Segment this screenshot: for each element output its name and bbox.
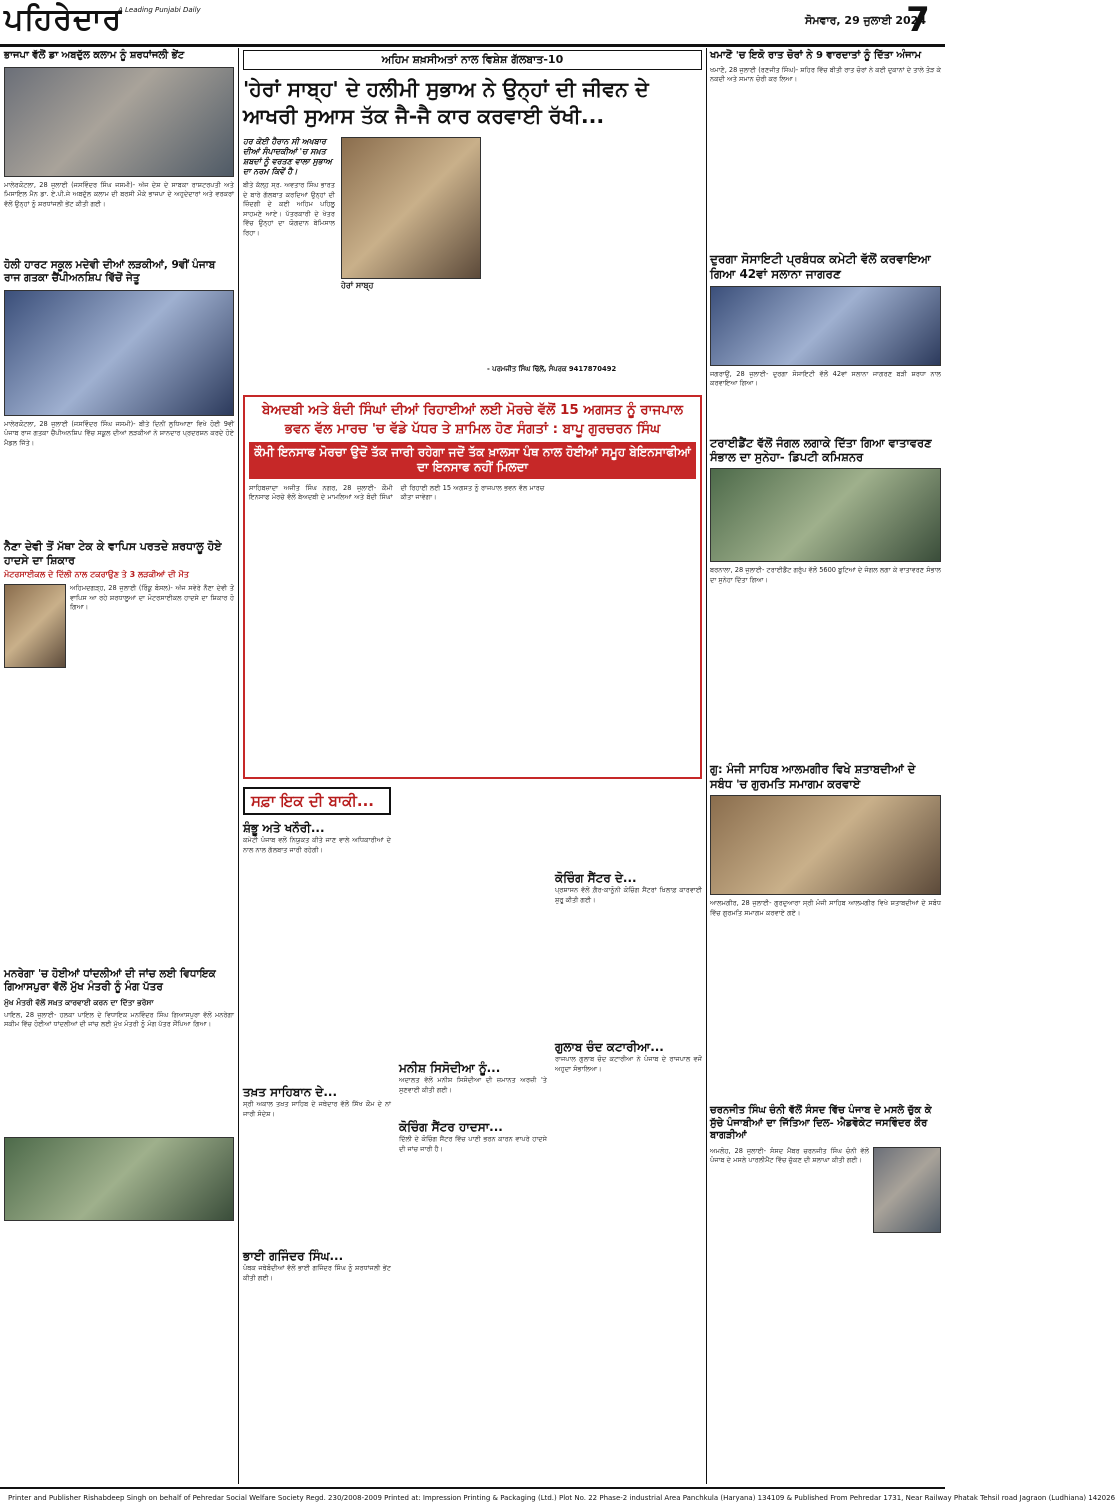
news-photo (710, 795, 941, 895)
news-photo (4, 67, 234, 177)
left-column (4, 50, 234, 1484)
right-column (710, 50, 941, 1484)
tagline: A Leading Punjabi Daily (118, 6, 201, 14)
continued-text: ਅਦਾਲਤ ਵੱਲੋਂ ਮਨੀਸ਼ ਸਿਸੋਦੀਆ ਦੀ ਜ਼ਮਾਨਤ ਅਰਜ਼ੀ 'ਤੇ ਸੁਣਵਾਈ ਕੀਤੀ ਗਈ। (399, 1076, 547, 1094)
news-photo (4, 290, 234, 416)
subheadline: ਮੁੱਖ ਮੰਤਰੀ ਵੱਲੋਂ ਸਖ਼ਤ ਕਾਰਵਾਈ ਕਰਨ ਦਾ ਦਿੱਤਾ ਭਰੋਸਾ (4, 997, 154, 1007)
continued-head: ਮਨੀਸ਼ ਸਿਸੋਦੀਆ ਨੂੰ... (399, 1061, 501, 1076)
banner-headline: ਬੇਅਦਬੀ ਅਤੇ ਬੰਦੀ ਸਿੰਘਾਂ ਦੀਆਂ ਰਿਹਾਈਆਂ ਲਈ ਮੋਰਚੇ ਵੱਲੋਂ 15 ਅਗਸਤ ਨੂੰ ਰਾਜਪਾਲ ਭਵਨ ਵੱਲ ਮਾਰਚ 'ਚ ਵੱਡੇ ਪੱਧਰ ਤੇ ਸ਼ਾਮਿਲ ਹੋਣ ਸੰਗਤਾਂ : ਬਾਪੂ ਗੁਰਚਰਨ ਸਿੰਘ (261, 402, 684, 437)
article-text: ਬਰਨਾਲਾ, 28 ਜੁਲਾਈ- ਟਰਾਈਡੈਂਟ ਗਰੁੱਪ ਵੱਲੋਂ 5600 ਬੂਟਿਆਂ ਦੇ ਜੰਗਲ ਲਗਾ ਕੇ ਵਾਤਾਵਰਣ ਸੰਭਾਲ ਦਾ ਸੁਨੇਹਾ ਦਿੱਤਾ ਗਿਆ। (710, 566, 941, 584)
column-rule (238, 48, 239, 1484)
continued-head: ਕੋਚਿੰਗ ਸੈਂਟਰ ਦੇ... (555, 871, 637, 886)
headline: ਨੈਣਾ ਦੇਵੀ ਤੋਂ ਮੱਥਾ ਟੇਕ ਕੇ ਵਾਪਿਸ ਪਰਤਦੇ ਸ਼ਰਧਾਲੂ ਹੋਏ ਹਾਦਸੇ ਦਾ ਸ਼ਿਕਾਰ (4, 539, 222, 567)
page-number: 7 (906, 0, 930, 40)
article-text: ਬੀਤੇ ਕੱਲ੍ਹ ਸ੍ਰ. ਅਵਤਾਰ ਸਿੰਘ ਭਾਰਤ ਦੇ ਬਾਰੇ ਗੱਲਬਾਤ ਕਰਦਿਆਂ ਉਨ੍ਹਾਂ ਦੀ ਜ਼ਿੰਦਗੀ ਦੇ ਕਈ ਅਹਿਮ ਪਹਿਲੂ ਸਾਹਮਣੇ ਆਏ। ਪੱਤਰਕਾਰੀ ਦੇ ਖੇਤਰ ਵਿੱਚ ਉਨ੍ਹਾਂ ਦਾ ਯੋਗਦਾਨ ਬੇਮਿਸਾਲ ਰਿਹਾ। (243, 181, 335, 238)
news-photo (4, 584, 66, 668)
article-text: ਆਲਮਗੀਰ, 28 ਜੁਲਾਈ- ਗੁਰਦੁਆਰਾ ਸ੍ਰੀ ਮੰਜੀ ਸਾਹਿਬ ਆਲਮਗੀਰ ਵਿਖੇ ਸ਼ਤਾਬਦੀਆਂ ਦੇ ਸਬੰਧ ਵਿੱਚ ਗੁਰਮਤਿ ਸਮਾਗਮ ਕਰਵਾਏ ਗਏ। (710, 899, 941, 917)
article-text: ਸਾਹਿਬਜ਼ਾਦਾ ਅਜੀਤ ਸਿੰਘ ਨਗਰ, 28 ਜੁਲਾਈ- ਕੌਮੀ ਇਨਸਾਫ ਮੋਰਚੇ ਵੱਲੋਂ ਬੇਅਦਬੀ ਦੇ ਮਾਮਲਿਆਂ ਅਤੇ ਬੰਦੀ ਸਿੰਘਾਂ ਦੀ ਰਿਹਾਈ ਲਈ 15 ਅਗਸਤ ਨੂੰ ਰਾਜਪਾਲ ਭਵਨ ਵੱਲ ਮਾਰਚ ਕੀਤਾ ਜਾਵੇਗਾ। (249, 483, 545, 502)
news-photo (710, 286, 941, 366)
byline: - ਪਰਮਜੀਤ ਸਿੰਘ ਢਿੱਲੋਂ, ਸੰਪਰਕ 9417870492 (487, 365, 617, 374)
banner-subheadline: ਕੌਮੀ ਇਨਸਾਫ ਮੋਰਚਾ ਉਦੋਂ ਤੱਕ ਜਾਰੀ ਰਹੇਗਾ ਜਦੋਂ ਤੱਕ ਖ਼ਾਲਸਾ ਪੰਥ ਨਾਲ ਹੋਈਆਂ ਸਮੂਹ ਬੇਇਨਸਾਫੀਆਂ ਦਾ ਇਨਸਾਫ ਨਹੀਂ ਮਿਲਦਾ (249, 442, 696, 479)
article-intro: ਹਰ ਕੋਈ ਹੈਰਾਨ ਸੀ ਅਖਬਾਰ ਦੀਆਂ ਸੰਪਾਦਕੀਆਂ 'ਚ ਸਖ਼ਤ ਸ਼ਬਦਾਂ ਨੂੰ ਵਰਤਣ ਵਾਲਾ ਸੁਭਾਅ ਦਾ ਨਰਮ ਕਿਵੇਂ ਹੈ। (243, 137, 332, 177)
continued-text: ਸ੍ਰੀ ਅਕਾਲ ਤਖ਼ਤ ਸਾਹਿਬ ਦੇ ਜਥੇਦਾਰ ਵੱਲੋਂ ਸਿੱਖ ਕੌਮ ਦੇ ਨਾਂ ਜਾਰੀ ਸੰਦੇਸ਼। (243, 1100, 391, 1118)
imprint-footer: Printer and Publisher Rishabdeep Singh on behalf of Pehredar Social Welfare Society Regd. 230/2008-2009 Printed at: Impression Printing & Packaging (Ltd.) Plot No. 22 Phase-2 industrial Area Panchkula (Haryana) 134109 & Published From Pehredar 1731, Near Railway Phatak Tehsil road Jagraon (Ludhiana) 142026 (0, 1487, 945, 1507)
news-photo (4, 1137, 234, 1221)
article-text: ਜਗਰਾਉਂ, 28 ਜੁਲਾਈ- ਦੁਰਗਾ ਸੋਸਾਇਟੀ ਵੱਲੋਂ 42ਵਾਂ ਸਲਾਨਾ ਜਾਗਰਣ ਬੜੀ ਸ਼ਰਧਾ ਨਾਲ ਕਰਵਾਇਆ ਗਿਆ। (710, 369, 941, 388)
main-headline: 'ਹੇਰਾਂ ਸਾਬ੍ਹ' ਦੇ ਹਲੀਮੀ ਸੁਭਾਅ ਨੇ ਉਨ੍ਹਾਂ ਦੀ ਜੀਵਨ ਦੇ ਆਖਰੀ ਸੁਆਸ ਤੱਕ ਜੈ-ਜੈ ਕਾਰ ਕਰਵਾਈ ਰੱਖੀ... (243, 77, 649, 128)
continued-head: ਤਖ਼ਤ ਸਾਹਿਬਾਨ ਦੇ... (243, 1085, 338, 1100)
newspaper-logo: ਪਹਿਰੇਦਾਰ (4, 2, 123, 37)
continued-box-title: ਸਫ਼ਾ ਇਕ ਦੀ ਬਾਕੀ... (243, 787, 391, 815)
continued-head: ਸ਼ੰਭੂ ਅਤੇ ਖਨੌਰੀ... (243, 821, 325, 836)
article-text: ਖਮਾਣੋਂ, 28 ਜੁਲਾਈ (ਰਣਜੀਤ ਸਿੰਘ)- ਸ਼ਹਿਰ ਵਿੱਚ ਬੀਤੀ ਰਾਤ ਚੋਰਾਂ ਨੇ ਕਈ ਦੁਕਾਨਾਂ ਦੇ ਤਾਲੇ ਤੋੜ ਕੇ ਨਕਦੀ ਅਤੇ ਸਮਾਨ ਚੋਰੀ ਕਰ ਲਿਆ। (710, 65, 941, 84)
headline: ਖਮਾਣੋਂ 'ਚ ਇਕੋ ਰਾਤ ਚੋਰਾਂ ਨੇ 9 ਵਾਰਦਾਤਾਂ ਨੂੰ ਦਿੱਤਾ ਅੰਜਾਮ (710, 50, 922, 61)
article-text: ਮਾਲੇਰਕੋਟਲਾ, 28 ਜੁਲਾਈ (ਜਸਵਿੰਦਰ ਸਿੰਘ ਜਸਮੀ)- ਬੀਤੇ ਦਿਨੀਂ ਲੁਧਿਆਣਾ ਵਿਖੇ ਹੋਈ 9ਵੀਂ ਪੰਜਾਬ ਰਾਜ ਗਤਕਾ ਚੈਂਪੀਅਨਸ਼ਿਪ ਵਿੱਚ ਸਕੂਲ ਦੀਆਂ ਲੜਕੀਆਂ ਨੇ ਸ਼ਾਨਦਾਰ ਪ੍ਰਦਰਸ਼ਨ ਕਰਦੇ ਹੋਏ ਮੈਡਲ ਜਿੱਤੇ। (4, 419, 234, 447)
headline: ਚਰਨਜੀਤ ਸਿੰਘ ਚੰਨੀ ਵੱਲੋਂ ਸੰਸਦ ਵਿੱਚ ਪੰਜਾਬ ਦੇ ਮਸਲੇ ਚੁੱਕ ਕੇ ਸੁੱਚੇ ਪੰਜਾਬੀਆਂ ਦਾ ਜਿੱਤਿਆ ਦਿਲ- ਐਡਵੋਕੇਟ ਜਸਵਿੰਦਰ ਕੌਰ ਬਾਗੜੀਆਂ (710, 1105, 932, 1141)
article-text-continued (341, 293, 481, 393)
article-text: ਅਮਲੋਹ, 28 ਜੁਲਾਈ- ਸੰਸਦ ਮੈਂਬਰ ਚਰਨਜੀਤ ਸਿੰਘ ਚੰਨੀ ਵੱਲੋਂ ਪੰਜਾਬ ਦੇ ਮਸਲੇ ਪਾਰਲੀਮੈਂਟ ਵਿੱਚ ਚੁੱਕਣ ਦੀ ਸ਼ਲਾਘਾ ਕੀਤੀ ਗਈ। (710, 1146, 869, 1165)
continued-text: ਕਮੇਟੀ ਪੰਜਾਬ ਵਲੋਂ ਨਿਯੁਕਤ ਕੀਤੇ ਜਾਣ ਵਾਲੇ ਅਧਿਕਾਰੀਆਂ ਦੇ ਨਾਲ ਨਾਲ ਗੱਲਬਾਤ ਜਾਰੀ ਰਹੇਗੀ। (243, 836, 391, 854)
portrait-photo (341, 137, 481, 279)
news-photo (710, 468, 941, 562)
headline: ਮਨਰੇਗਾ 'ਚ ਹੋਈਆਂ ਧਾਂਦਲੀਆਂ ਦੀ ਜਾਂਚ ਲਈ ਵਿਧਾਇਕ ਗਿਆਸਪੁਰਾ ਵੱਲੋਂ ਮੁੱਖ ਮੰਤਰੀ ਨੂੰ ਮੰਗ ਪੱਤਰ (4, 968, 216, 994)
masthead (0, 0, 945, 47)
issue-date: ਸੋਮਵਾਰ, 29 ਜੁਲਾਈ 2024 (805, 14, 926, 27)
continued-text: ਪ੍ਰਸ਼ਾਸਨ ਵੱਲੋਂ ਗ਼ੈਰ-ਕਾਨੂੰਨੀ ਕੋਚਿੰਗ ਸੈਂਟਰਾਂ ਖ਼ਿਲਾਫ਼ ਕਾਰਵਾਈ ਸ਼ੁਰੂ ਕੀਤੀ ਗਈ। (555, 886, 702, 904)
headline: ਦੁਰਗਾ ਸੋਸਾਇਟੀ ਪ੍ਰਬੰਧਕ ਕਮੇਟੀ ਵੱਲੋਂ ਕਰਵਾਇਆ ਗਿਆ 42ਵਾਂ ਸਲਾਨਾ ਜਾਗਰਣ (710, 251, 931, 281)
headline: ਹੋਲੀ ਹਾਰਟ ਸਕੂਲ ਮਦੇਵੀ ਦੀਆਂ ਲੜਕੀਆਂ, 9ਵੀਂ ਪੰਜਾਬ ਰਾਜ ਗਤਕਾ ਚੈਂਪੀਅਨਸ਼ਿਪ ਵਿੱਚੋਂ ਜੇਤੂ (4, 258, 216, 284)
column-rule (706, 48, 707, 1484)
headline: ਭਾਜਪਾ ਵੱਲੋਂ ਡਾ ਅਬਦੁੱਲ ਕਲਾਮ ਨੂੰ ਸ਼ਰਧਾਂਜਲੀ ਭੇਂਟ (4, 50, 185, 61)
article-text-continued (487, 137, 702, 365)
continued-text (555, 787, 702, 867)
continued-text: ਦਿੱਲੀ ਦੇ ਕੋਚਿੰਗ ਸੈਂਟਰ ਵਿੱਚ ਪਾਣੀ ਭਰਨ ਕਾਰਨ ਵਾਪਰੇ ਹਾਦਸੇ ਦੀ ਜਾਂਚ ਜਾਰੀ ਹੈ। (399, 1135, 547, 1153)
continued-head: ਗੁਲਾਬ ਚੰਦ ਕਟਾਰੀਆ... (555, 1040, 664, 1055)
continued-text (399, 787, 547, 1057)
continued-head: ਭਾਈ ਗਜਿੰਦਰ ਸਿੰਘ... (243, 1249, 344, 1264)
photo-caption: ਹੇਰਾਂ ਸਾਬ੍ਹ (341, 281, 374, 291)
continued-text: ਪੰਥਕ ਜਥੇਬੰਦੀਆਂ ਵੱਲੋਂ ਭਾਈ ਗਜਿੰਦਰ ਸਿੰਘ ਨੂੰ ਸ਼ਰਧਾਂਜਲੀ ਭੇਂਟ ਕੀਤੀ ਗਈ। (243, 1264, 391, 1282)
article-text: ਪਾਇਲ, 28 ਜੁਲਾਈ- ਹਲਕਾ ਪਾਇਲ ਦੇ ਵਿਧਾਇਕ ਮਨਵਿੰਦਰ ਸਿੰਘ ਗਿਆਸਪੁਰਾ ਵੱਲੋਂ ਮਨਰੇਗਾ ਸਕੀਮ ਵਿੱਚ ਹੋਈਆਂ ਧਾਂਦਲੀਆਂ ਦੀ ਜਾਂਚ ਲਈ ਮੁੱਖ ਮੰਤਰੀ ਨੂੰ ਮੰਗ ਪੱਤਰ ਸੌਂਪਿਆ ਗਿਆ। (4, 1010, 234, 1029)
article-text: ਮਾਲੇਰਕੋਟਲਾ, 28 ਜੁਲਾਈ (ਜਸਵਿੰਦਰ ਸਿੰਘ ਜਸਮੀ)- ਅੱਜ ਦੇਸ਼ ਦੇ ਸਾਬਕਾ ਰਾਸ਼ਟਰਪਤੀ ਅਤੇ ਮਿਸਾਇਲ ਮੈਨ ਡਾ. ਏ.ਪੀ.ਜੇ ਅਬਦੁੱਲ ਕਲਾਮ ਦੀ ਬਰਸੀ ਮੌਕੇ ਭਾਜਪਾ ਦੇ ਅਹੁਦੇਦਾਰਾਂ ਅਤੇ ਵਰਕਰਾਂ ਵੱਲੋਂ ਉਨ੍ਹਾਂ ਨੂੰ ਸ਼ਰਧਾਂਜਲੀ ਭੇਂਟ ਕੀਤੀ ਗਈ। (4, 180, 234, 208)
banner-box (243, 395, 702, 779)
continued-text: ਰਾਜਪਾਲ ਗੁਲਾਬ ਚੰਦ ਕਟਾਰੀਆ ਨੇ ਪੰਜਾਬ ਦੇ ਰਾਜਪਾਲ ਵਜੋਂ ਅਹੁਦਾ ਸੰਭਾਲਿਆ। (555, 1055, 702, 1073)
headline: ਟਰਾਈਡੈਂਟ ਵੱਲੋਂ ਜੰਗਲ ਲਗਾਕੇ ਦਿੱਤਾ ਗਿਆ ਵਾਤਾਵਰਣ ਸੰਭਾਲ ਦਾ ਸੁਨੇਹਾ- ਡਿਪਟੀ ਕਮਿਸ਼ਨਰ (710, 435, 932, 464)
continued-head: ਕੋਚਿੰਗ ਸੈਂਟਰ ਹਾਦਸਾ... (399, 1120, 503, 1135)
portrait-photo (873, 1147, 941, 1233)
article-text: ਅਹਿਮਦਗੜ੍ਹ, 28 ਜੁਲਾਈ (ਰਿੰਕੂ ਬੰਸਲ)- ਅੱਜ ਸਵੇਰੇ ਨੈਣਾ ਦੇਵੀ ਤੋਂ ਵਾਪਿਸ ਆ ਰਹੇ ਸ਼ਰਧਾਲੂਆਂ ਦਾ ਮੋਟਰਸਾਈਕਲ ਹਾਦਸੇ ਦਾ ਸ਼ਿਕਾਰ ਹੋ ਗਿਆ। (70, 584, 234, 612)
article-text-continued (4, 672, 234, 962)
section-kicker: ਅਹਿਮ ਸ਼ਖ਼ਸੀਅਤਾਂ ਨਾਲ ਵਿਸ਼ੇਸ਼ ਗੱਲਬਾਤ-10 (243, 50, 702, 70)
subheadline: ਮੋਟਰਸਾਈਕਲ ਦੇ ਦਿੱਲੀ ਨਾਲ ਟਕਰਾਉਣ ਤੇ 3 ਲੜਕੀਆਂ ਦੀ ਮੌਤ (4, 570, 189, 580)
center-column (243, 50, 702, 1484)
headline: ਗੁ: ਮੰਜੀ ਸਾਹਿਬ ਆਲਮਗੀਰ ਵਿਖੇ ਸ਼ਤਾਬਦੀਆਂ ਦੇ ਸਬੰਧ 'ਚ ਗੁਰਮਤਿ ਸਮਾਗਮ ਕਰਵਾਏ (710, 762, 916, 791)
